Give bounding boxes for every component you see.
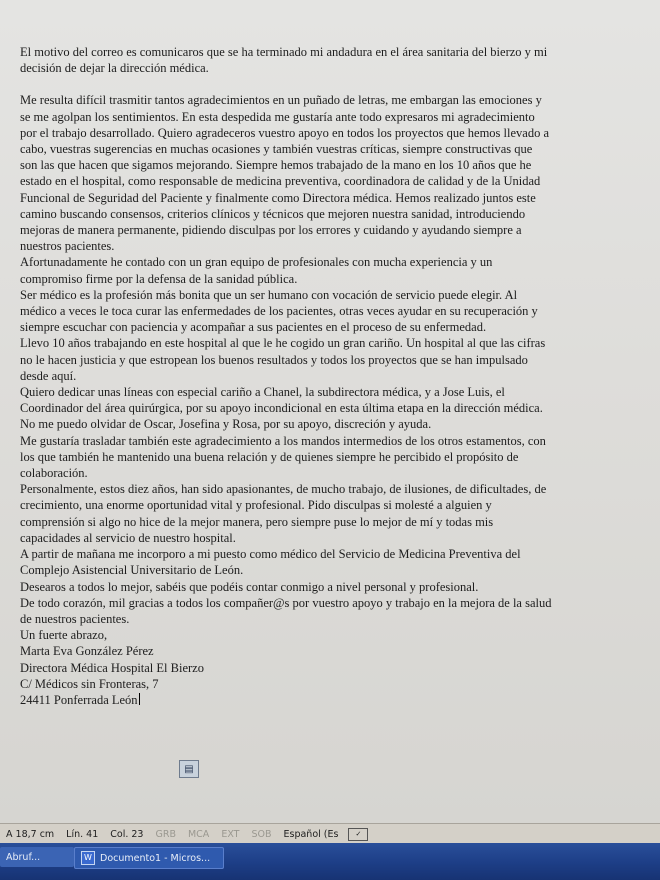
text-line: De todo corazón, mil gracias a todos los compañer@s por vuestro apoyo y trabajo en la mejora de la salud	[20, 595, 552, 610]
letter-paragraph	[20, 546, 645, 578]
text-line: son las que hacen que sigamos mejorando. Siempre hemos trabajado de la mano en los 10 años que he	[20, 158, 532, 173]
text-line: desde aquí.	[20, 368, 77, 383]
taskbar	[0, 843, 660, 880]
text-line: Personalmente, estos diez años, han sido apasionantes, de mucho trabajo, de ilusiones, de dificultades, de	[20, 482, 547, 497]
text-line: cabo, vuestras sugerencias en muchas ocasiones y también vuestras críticas, siempre constructivas que	[20, 142, 533, 157]
letter-paragraph	[20, 595, 645, 627]
letter-body	[20, 92, 645, 627]
text-cursor	[139, 693, 140, 705]
text-line: decisión de dejar la dirección médica.	[20, 61, 209, 76]
taskbar-item-document-label: Documento1 - Micros...	[100, 852, 211, 864]
letter-paragraph	[20, 481, 645, 546]
taskbar-item-document[interactable]	[74, 847, 224, 869]
letter-paragraph	[20, 335, 645, 384]
text-line: Quiero dedicar unas líneas con especial cariño a Chanel, la subdirectora médica, y a Jose Luis, el	[20, 385, 505, 400]
text-line: se me agolpan los sentimientos. En esta despedida me gustaría ante todo expresaros mi agradecimiento	[20, 109, 535, 124]
signature-title: Directora Médica Hospital El Bierzo	[20, 660, 204, 675]
text-line: médico a veces le toca curar las enfermedades de los pacientes, otras veces ayudar en su recuperación y	[20, 304, 538, 319]
text-line: Desearos a todos lo mejor, sabéis que podéis contar conmigo a nivel personal y profesional.	[20, 579, 479, 594]
letter-paragraph	[20, 579, 645, 595]
text-line: Afortunadamente he contado con un gran equipo de profesionales con mucha experiencia y un	[20, 255, 493, 270]
signature-block	[20, 627, 645, 708]
text-line: A partir de mañana me incorporo a mi puesto como médico del Servicio de Medicina Preventiva del	[20, 547, 521, 562]
text-line: comprensión si algo no hice de la mejor manera, pero siempre puse lo mejor de mí y todas mis	[20, 514, 494, 529]
text-line: Me resulta difícil trasmitir tantos agradecimientos en un puñado de letras, me embargan las emociones y	[20, 93, 542, 108]
status-column: Col. 23	[110, 828, 144, 840]
intro-paragraph	[20, 44, 645, 76]
text-line: no le hacen justicia y que estropean los buenos resultados y todos los proyectos que se han impulsado	[20, 352, 528, 367]
status-mode-ovr[interactable]: SOB	[251, 828, 272, 840]
paste-options-icon[interactable]: ▤	[179, 760, 199, 778]
text-line: Llevo 10 años trabajando en este hospital al que le he cogido un gran cariño. Un hospital al que las cifras	[20, 336, 546, 351]
taskbar-item-prev[interactable]	[0, 847, 74, 867]
book-check-icon[interactable]: ✓	[348, 828, 368, 841]
taskbar-item-prev-label: Abruf...	[6, 851, 41, 863]
text-line: los que también he mantenido una buena relación y de quienes siempre he percibido el propósito de	[20, 449, 519, 464]
signature-city: 24411 Ponferrada León	[20, 692, 138, 707]
text-line: crecimiento, una enorme oportunidad vital y profesional. Pido disculpas si molesté a alguien y	[20, 498, 492, 513]
text-line: Complejo Asistencial Universitario de León.	[20, 563, 244, 578]
letter-paragraph	[20, 384, 645, 433]
text-line: capacidades al servicio de nuestro hospital.	[20, 530, 236, 545]
text-line: estado en el hospital, como responsable de medicina preventiva, coordinadora de calidad y de la Unidad	[20, 174, 541, 189]
word-document-icon: W	[81, 851, 95, 865]
text-line: por el trabajo desarrollado. Quiero agradeceros vuestro apoyo en todos los proyectos que hemos llevado a	[20, 125, 549, 140]
text-line: El motivo del correo es comunicaros que se ha terminado mi andadura en el área sanitaria del bierzo y mi	[20, 45, 548, 59]
document-page[interactable]	[20, 44, 645, 708]
text-line: colaboración.	[20, 466, 88, 481]
text-line: siempre escuchar con paciencia y acompañar a sus pacientes en el proceso de su enfermedad.	[20, 320, 487, 335]
status-language[interactable]: Español (Es	[283, 828, 339, 840]
signature-address: C/ Médicos sin Fronteras, 7	[20, 676, 159, 691]
paragraph-spacer	[20, 76, 645, 92]
letter-paragraph	[20, 287, 645, 336]
signature-name: Marta Eva González Pérez	[20, 644, 154, 659]
status-bar	[0, 823, 660, 844]
status-line: Lín. 41	[66, 828, 99, 840]
status-mode-rec[interactable]: GRB	[155, 828, 176, 840]
text-line: Me gustaría trasladar también este agradecimiento a los mandos intermedios de los otros estamentos, con	[20, 433, 546, 448]
text-line: camino buscando consensos, criterios clínicos y técnicos que mejoren nuestra sanidad, introduciendo	[20, 206, 526, 221]
status-mode-track[interactable]: MCA	[187, 828, 210, 840]
text-line: de nuestros pacientes.	[20, 611, 130, 626]
letter-paragraph	[20, 92, 645, 254]
text-line: Coordinador del área quirúrgica, por su apoyo incondicional en esta última etapa en la dirección médica.	[20, 401, 543, 416]
letter-paragraph	[20, 254, 645, 286]
text-line: Ser médico es la profesión más bonita que un ser humano con vocación de servicio puede elegir. Al	[20, 287, 518, 302]
text-line: compromiso firme por la defensa de la sanidad pública.	[20, 271, 298, 286]
text-line: mejoras de manera permanente, pidiendo disculpas por los errores y cuidando y ayudando siempre a	[20, 223, 522, 238]
signature-city-line	[20, 692, 645, 708]
status-mode-ext[interactable]: EXT	[221, 828, 240, 840]
text-line: No me puedo olvidar de Oscar, Josefina y Rosa, por su apoyo, discreción y ayuda.	[20, 417, 432, 432]
text-line: Funcional de Seguridad del Paciente y finalmente como Directora médica. Hemos realizado juntos este	[20, 190, 536, 205]
status-position: A 18,7 cm	[6, 828, 55, 840]
closing-line: Un fuerte abrazo,	[20, 628, 108, 643]
text-line: nuestros pacientes.	[20, 239, 115, 254]
letter-paragraph	[20, 433, 645, 482]
